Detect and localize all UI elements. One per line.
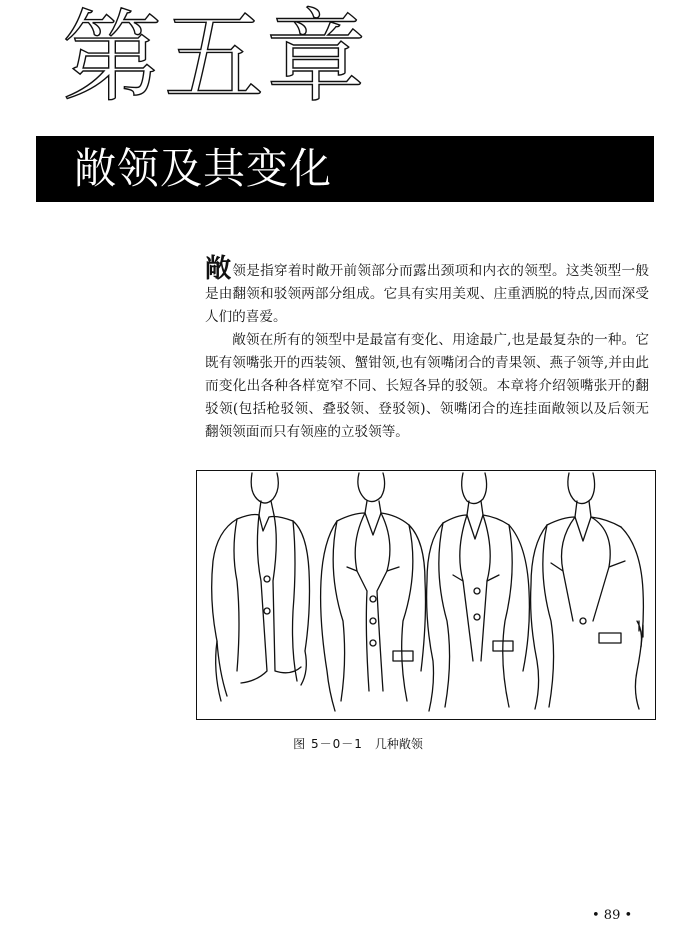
figure-caption-number: 图 5－0－1 bbox=[293, 737, 363, 751]
figure-caption bbox=[293, 736, 423, 752]
page-number: • 89 • bbox=[592, 908, 633, 923]
paragraph-1 bbox=[205, 254, 649, 329]
paragraph-2: 敞领在所有的领型中是最富有变化、用途最广,也是最复杂的一种。它既有领嘴张开的西装领、蟹钳领,也有领嘴闭合的青果领、燕子领等,并由此而变化出各种各样宽窄不同、长短各异的驳领。本章将介绍领嘴张开的翻驳领(包括枪驳领、叠驳领、登驳领)、领嘴闭合的连挂面敞领以及后领无翻领领面而只有领座的立驳领等。 bbox=[205, 332, 649, 440]
jacket-figure-3 bbox=[427, 473, 530, 711]
paragraph-1-text: 领是指穿着时敞开前领部分而露出颈项和内衣的领型。这类领型一般是由翻领和驳领两部分组成。它具有实用美观、庄重洒脱的特点,因而深受人们的喜爱。 bbox=[205, 263, 649, 325]
dropcap: 敞 bbox=[205, 254, 232, 284]
jacket-figure-1 bbox=[212, 473, 310, 701]
jacket-figure-2 bbox=[321, 473, 426, 711]
jacket-figure-4 bbox=[531, 473, 644, 709]
body-text bbox=[205, 254, 649, 444]
jacket-sketch-illustration bbox=[197, 471, 655, 719]
figure-caption-text: 几种敞领 bbox=[374, 737, 423, 751]
chapter-title: 敞领及其变化 bbox=[74, 144, 333, 193]
chapter-title-band bbox=[36, 136, 654, 202]
chapter-number-heading: 第五章 bbox=[62, 0, 368, 116]
figure-illustration bbox=[196, 470, 656, 720]
